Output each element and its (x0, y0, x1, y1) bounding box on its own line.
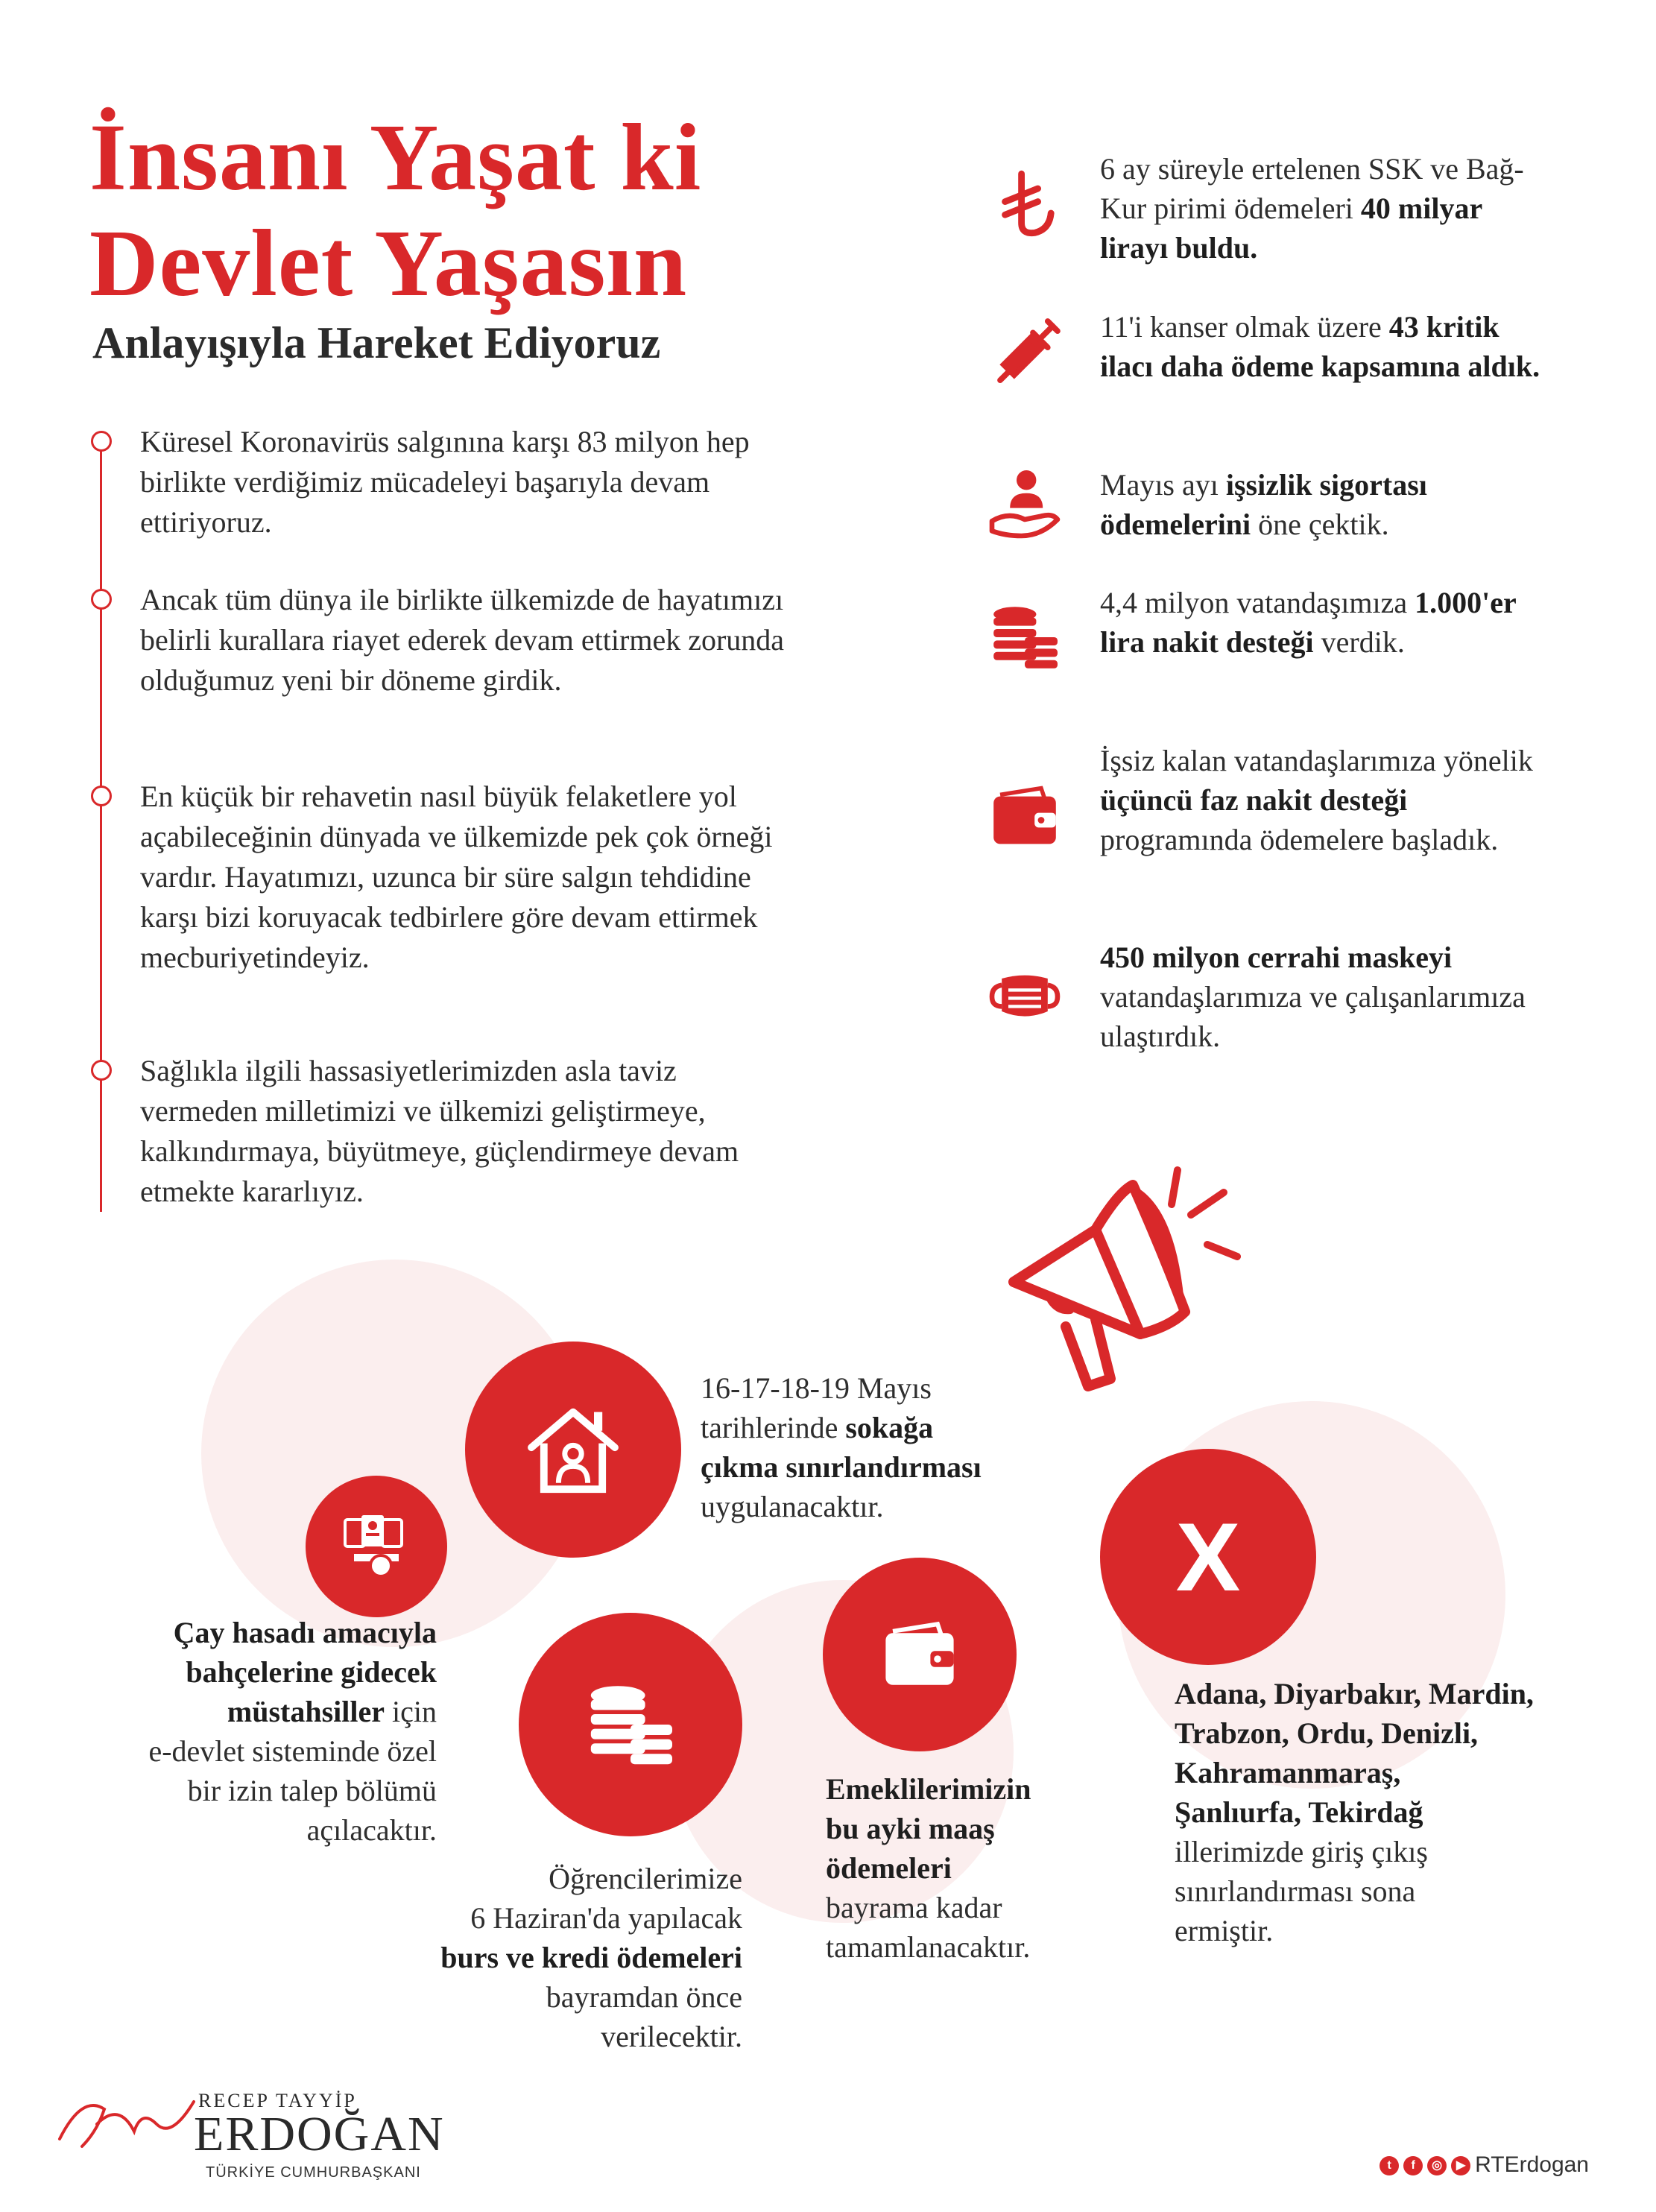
house-person-icon (521, 1397, 625, 1502)
right-item-ssk (1100, 149, 1547, 268)
timeline-dot (91, 431, 112, 452)
text-line: sınırlandırması sona (1175, 1874, 1416, 1908)
text-bold: Şanlıurfa, Tekirdağ (1175, 1795, 1423, 1829)
timeline-line (100, 437, 102, 1212)
tea-circle (306, 1476, 447, 1617)
text-line: bayramdan önce (546, 1980, 742, 2014)
text-bold: Emeklilerimizin (826, 1772, 1031, 1806)
x-icon: X (1175, 1502, 1241, 1611)
text-line: bir izin talep bölümü (187, 1774, 437, 1807)
youtube-icon[interactable]: ▶ (1451, 2156, 1470, 2175)
text-line: illerimizde giriş çıkış (1175, 1835, 1428, 1868)
text-line: 6 Haziran'da yapılacak (470, 1901, 742, 1935)
item-bold: 40 milyar lirayı buldu. (1100, 192, 1482, 265)
item-text: 6 ay süreyle ertelenen SSK ve Bağ-Kur pirimi ödemeleri (1100, 152, 1524, 225)
coins-icon (578, 1672, 683, 1777)
text-bold: Trabzon, Ordu, Denizli, (1175, 1716, 1479, 1750)
right-item-masks (1100, 938, 1547, 1056)
text-line: Öğrencilerimize (549, 1862, 742, 1895)
students-circle (519, 1613, 742, 1836)
text-line (826, 1769, 1139, 1809)
text-bold: ödemeleri (826, 1851, 952, 1885)
text-line: tamamlanacaktır. (826, 1930, 1031, 1964)
retirees-circle (823, 1558, 1017, 1751)
text-line (313, 1938, 742, 1977)
documents-icon (339, 1509, 414, 1584)
mask-icon (984, 954, 1066, 1036)
cities-text (1175, 1674, 1622, 1950)
text-line (1175, 1753, 1622, 1792)
timeline-dot (91, 589, 112, 610)
social-bar (1380, 2152, 1589, 2178)
text-bold: bu ayki maaş (826, 1812, 995, 1845)
role: TÜRKİYE CUMHURBAŞKANI (206, 2164, 421, 2181)
retirees-text (826, 1769, 1139, 1967)
text-line (701, 1408, 1088, 1447)
text-line: e-devlet sisteminde özel (148, 1734, 437, 1768)
curfew-circle (465, 1342, 681, 1558)
text-line (701, 1447, 1088, 1487)
right-item-drugs (1100, 307, 1547, 386)
right-item-cash (1100, 583, 1547, 662)
text-line (1175, 1792, 1622, 1832)
text-line: açılacaktır. (306, 1813, 437, 1847)
timeline-paragraph-4: Sağlıkla ilgili hassasiyetlerimizden asla taviz vermeden milletimizi ve ülkemizi geliştirmeye, kalkındırmaya, büyütmeye, güçlendirmeye devam etmekte kararlıyız. (140, 1054, 739, 1208)
page-title (89, 104, 984, 316)
item-text: vatandaşlarımıza ve çalışanlarımıza ulaştırdık. (1100, 980, 1526, 1053)
name: ERDOĞAN (194, 2107, 445, 2161)
title-line-2: Devlet Yaşasın (89, 210, 688, 316)
signature-icon (52, 2079, 201, 2161)
item-bold: işsizlik sigortası ödemelerini (1100, 468, 1427, 541)
right-item-insurance (1100, 465, 1547, 544)
text-line (826, 1809, 1139, 1848)
text-bold: sokağa (845, 1411, 934, 1444)
page-subtitle: Anlayışıyla Hareket Ediyoruz (92, 318, 661, 367)
tea-text (75, 1613, 437, 1850)
wallet-icon (875, 1610, 964, 1699)
item-bold: 450 milyon cerrahi maskeyi (1100, 941, 1453, 974)
text-line: bayrama kadar (826, 1891, 1002, 1924)
name-top: RECEP TAYYİP (198, 2090, 357, 2111)
timeline-paragraph-3: En küçük bir rehavetin nasıl büyük felaketlere yol açabileceğinin dünyada ve ülkemizde pek çok örneği vardır. Hayatımızı, uzunca bir süre salgın tehdidine karşı bizi koruyacak tedbirlere göre devam ettirmek mecburiyetindeyiz. (140, 780, 773, 974)
title-line-1: İnsanı Yaşat ki (89, 104, 702, 210)
text-bold: Çay hasadı amacıyla (173, 1616, 437, 1649)
text-line (1175, 1674, 1622, 1713)
students-text (313, 1859, 742, 2056)
item-text: verdik. (1313, 625, 1405, 659)
timeline-dot (91, 786, 112, 806)
coins-icon (984, 596, 1066, 678)
twitter-icon[interactable]: t (1380, 2156, 1399, 2175)
text-bold: bahçelerine gidecek (186, 1655, 437, 1689)
item-text: programında ödemelere başladık. (1100, 823, 1499, 856)
item-text: öne çektik. (1251, 508, 1389, 541)
wallet-icon (984, 775, 1066, 857)
lira-icon (984, 164, 1066, 246)
timeline-paragraph-2: Ancak tüm dünya ile birlikte ülkemizde de hayatımızı belirli kurallara riayet ederek devam ettirmek zorunda olduğumuz yeni bir döneme girdik. (140, 583, 785, 697)
item-text: Mayıs ayı (1100, 468, 1226, 502)
text-line (75, 1652, 437, 1692)
instagram-icon[interactable]: ◎ (1427, 2156, 1447, 2175)
syringe-icon (984, 313, 1066, 395)
text-line (75, 1692, 437, 1731)
text-line: 16-17-18-19 Mayıs (701, 1371, 932, 1405)
right-item-unemployed (1100, 741, 1547, 859)
text-part: tarihlerinde (701, 1411, 846, 1444)
text-part: için (385, 1695, 437, 1728)
text-bold: müstahsiller (227, 1695, 385, 1728)
item-bold: 43 kritik ilacı daha ödeme kapsamına aldık. (1100, 310, 1540, 383)
text-bold: çıkma sınırlandırması (701, 1450, 982, 1484)
timeline-paragraph-1: Küresel Koronavirüs salgınına karşı 83 milyon hep birlikte verdiğimiz mücadeleyi başarıyla devam ettiriyoruz. (140, 425, 750, 539)
facebook-icon[interactable]: f (1403, 2156, 1423, 2175)
item-text: İşsiz kalan vatandaşlarımıza yönelik (1100, 744, 1533, 777)
item-text: 11'i kanser olmak üzere (1100, 310, 1389, 344)
text-line (1175, 1713, 1622, 1753)
item-bold: üçüncü faz nakit desteği (1100, 783, 1408, 817)
text-line (75, 1613, 437, 1652)
text-line: verilecektir. (601, 2020, 742, 2053)
text-line (826, 1848, 1139, 1888)
cities-circle (1100, 1449, 1316, 1665)
text-bold: Kahramanmaraş, (1175, 1756, 1401, 1789)
social-handle[interactable]: RTErdogan (1475, 2152, 1589, 2177)
curfew-text (701, 1368, 1088, 1526)
text-line: ermiştir. (1175, 1914, 1274, 1947)
text-bold: Adana, Diyarbakır, Mardin, (1175, 1677, 1534, 1710)
timeline-dot (91, 1060, 112, 1081)
hand-person-icon (984, 462, 1066, 544)
text-line: uygulanacaktır. (701, 1490, 884, 1523)
text-bold: burs ve kredi ödemeleri (440, 1941, 742, 1974)
item-bold: 1.000'er lira nakit desteği (1100, 586, 1517, 659)
item-text: 4,4 milyon vatandaşımıza (1100, 586, 1415, 619)
